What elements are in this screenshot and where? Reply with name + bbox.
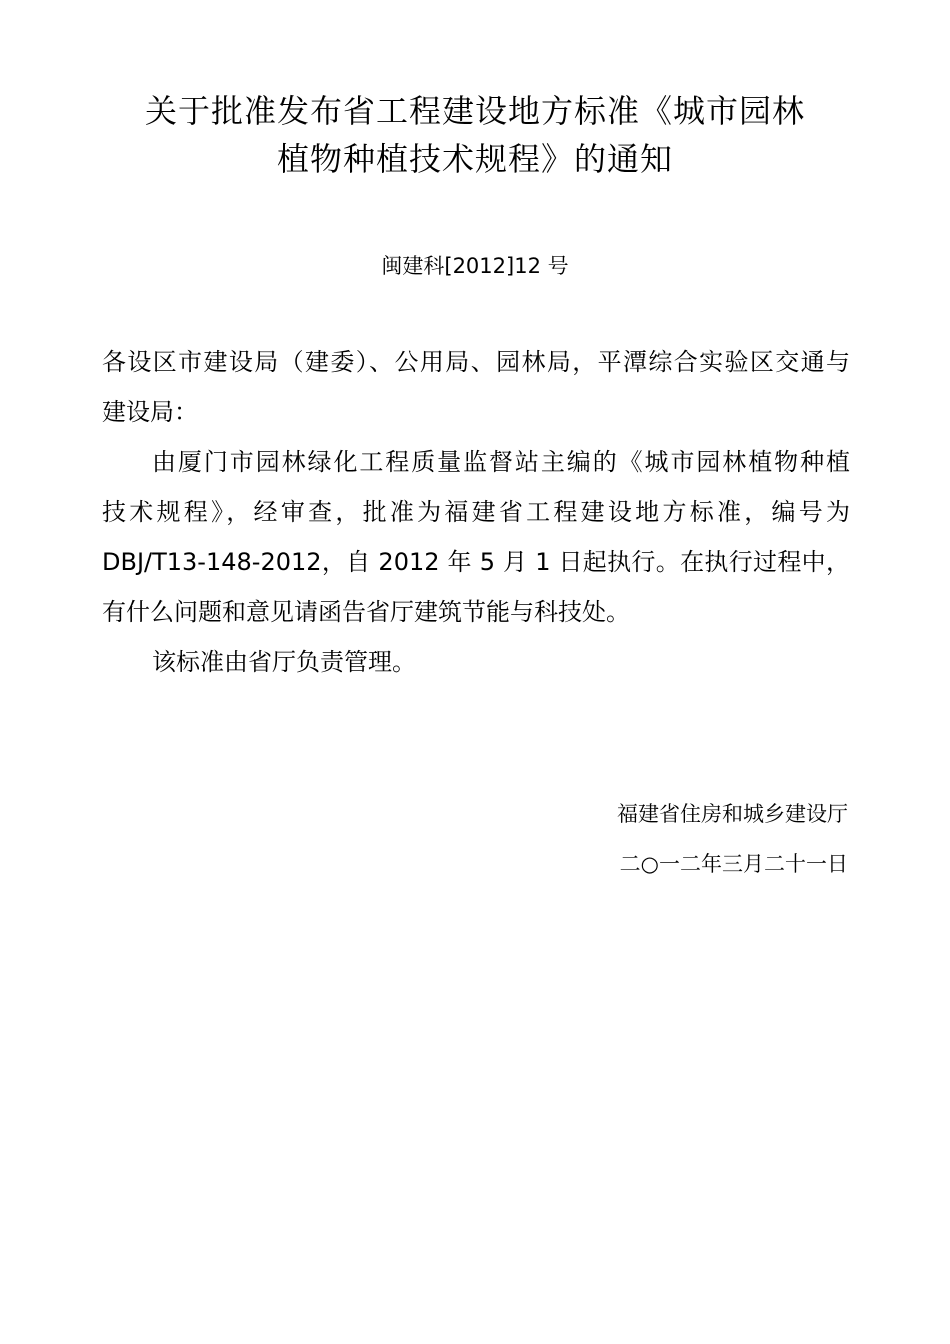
document-title-line-2: 植物种植技术规程》的通知 bbox=[276, 140, 673, 178]
document-title-line-1: 关于批准发布省工程建设地方标准《城市园林 bbox=[144, 92, 805, 130]
management-note: 该标准由省厅负责管理。 bbox=[152, 648, 416, 676]
body-paragraph-line-3: DBJ/T13-148-2012，自 2012 年 5 月 1 日起执行。在执行过程中， bbox=[102, 548, 850, 576]
addressee-line-1: 各设区市建设局（建委）、公用局、园林局，平潭综合实验区交通与 bbox=[102, 348, 850, 376]
issuer-signature: 福建省住房和城乡建设厅 bbox=[617, 802, 848, 826]
body-paragraph-line-4: 有什么问题和意见请函告省厅建筑节能与科技处。 bbox=[102, 598, 630, 626]
body-paragraph-line-2: 技术规程》，经审查，批准为福建省工程建设地方标准，编号为 bbox=[102, 498, 850, 526]
body-paragraph-line-1: 由厦门市园林绿化工程质量监督站主编的《城市园林植物种植 bbox=[152, 448, 850, 476]
document-number: 闽建科[2012]12 号 bbox=[381, 254, 569, 278]
addressee-line-2: 建设局： bbox=[102, 398, 198, 426]
issue-date: 二○一二年三月二十一日 bbox=[619, 852, 848, 876]
